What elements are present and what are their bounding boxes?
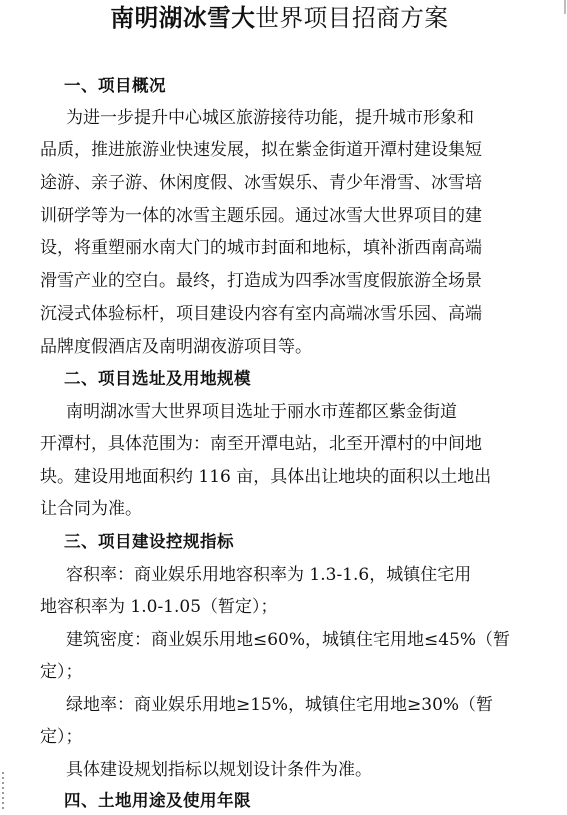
paragraph-line: 让合同为准。 xyxy=(40,499,142,519)
paragraph-line: 地容积率为 1.0-1.05（暂定）； xyxy=(40,597,278,617)
paragraph-line: 品质，推进旅游业快速发展，拟在紫金街道开潭村建设集短 xyxy=(40,140,482,160)
paragraph-line: 定）； xyxy=(40,727,83,747)
document-title xyxy=(0,2,559,34)
paragraph-line: 绿地率：商业娱乐用地≥15%，城镇住宅用地≥30%（暂 xyxy=(66,695,494,715)
paragraph-line: 训研学等为一体的冰雪主题乐园。通过冰雪大世界项目的建 xyxy=(40,206,482,226)
paragraph-line: 定）； xyxy=(40,662,83,682)
section-heading-site: 二、项目选址及用地规模 xyxy=(64,369,251,388)
document-title-rest: 世界项目招商方案 xyxy=(255,4,449,32)
section-heading-land-use: 四、土地用途及使用年限 xyxy=(64,791,251,810)
page-edge-dots xyxy=(2,772,4,812)
paragraph-line: 块。建设用地面积约 116 亩，具体出让地块的面积以土地出 xyxy=(40,467,492,487)
document-title-bold: 南明湖冰雪大 xyxy=(110,3,256,32)
paragraph-line: 开潭村，具体范围为：南至开潭电站，北至开潭村的中间地 xyxy=(40,434,482,454)
paragraph-line: 沉浸式体验标杆，项目建设内容有室内高端冰雪乐园、高端 xyxy=(40,304,482,324)
paragraph-line: 具体建设规划指标以规划设计条件为准。 xyxy=(66,760,372,780)
section-heading-overview: 一、项目概况 xyxy=(64,76,166,95)
paragraph-line: 品牌度假酒店及南明湖夜游项目等。 xyxy=(40,337,312,357)
page-corner-mark xyxy=(564,0,566,14)
section-heading-indicators: 三、项目建设控规指标 xyxy=(64,532,234,551)
paragraph-line: 容积率：商业娱乐用地容积率为 1.3-1.6，城镇住宅用 xyxy=(66,565,472,585)
paragraph-line: 建筑密度：商业娱乐用地≤60%，城镇住宅用地≤45%（暂 xyxy=(66,630,511,650)
paragraph-line: 滑雪产业的空白。最终，打造成为四季冰雪度假旅游全场景 xyxy=(40,271,482,291)
paragraph-line: 途游、亲子游、休闲度假、冰雪娱乐、青少年滑雪、冰雪培 xyxy=(40,173,482,193)
paragraph-line: 南明湖冰雪大世界项目选址于丽水市莲都区紫金街道 xyxy=(66,402,457,422)
paragraph-line: 为进一步提升中心城区旅游接待功能，提升城市形象和 xyxy=(66,108,474,128)
paragraph-line: 设，将重塑丽水南大门的城市封面和地标，填补浙西南高端 xyxy=(40,238,482,258)
